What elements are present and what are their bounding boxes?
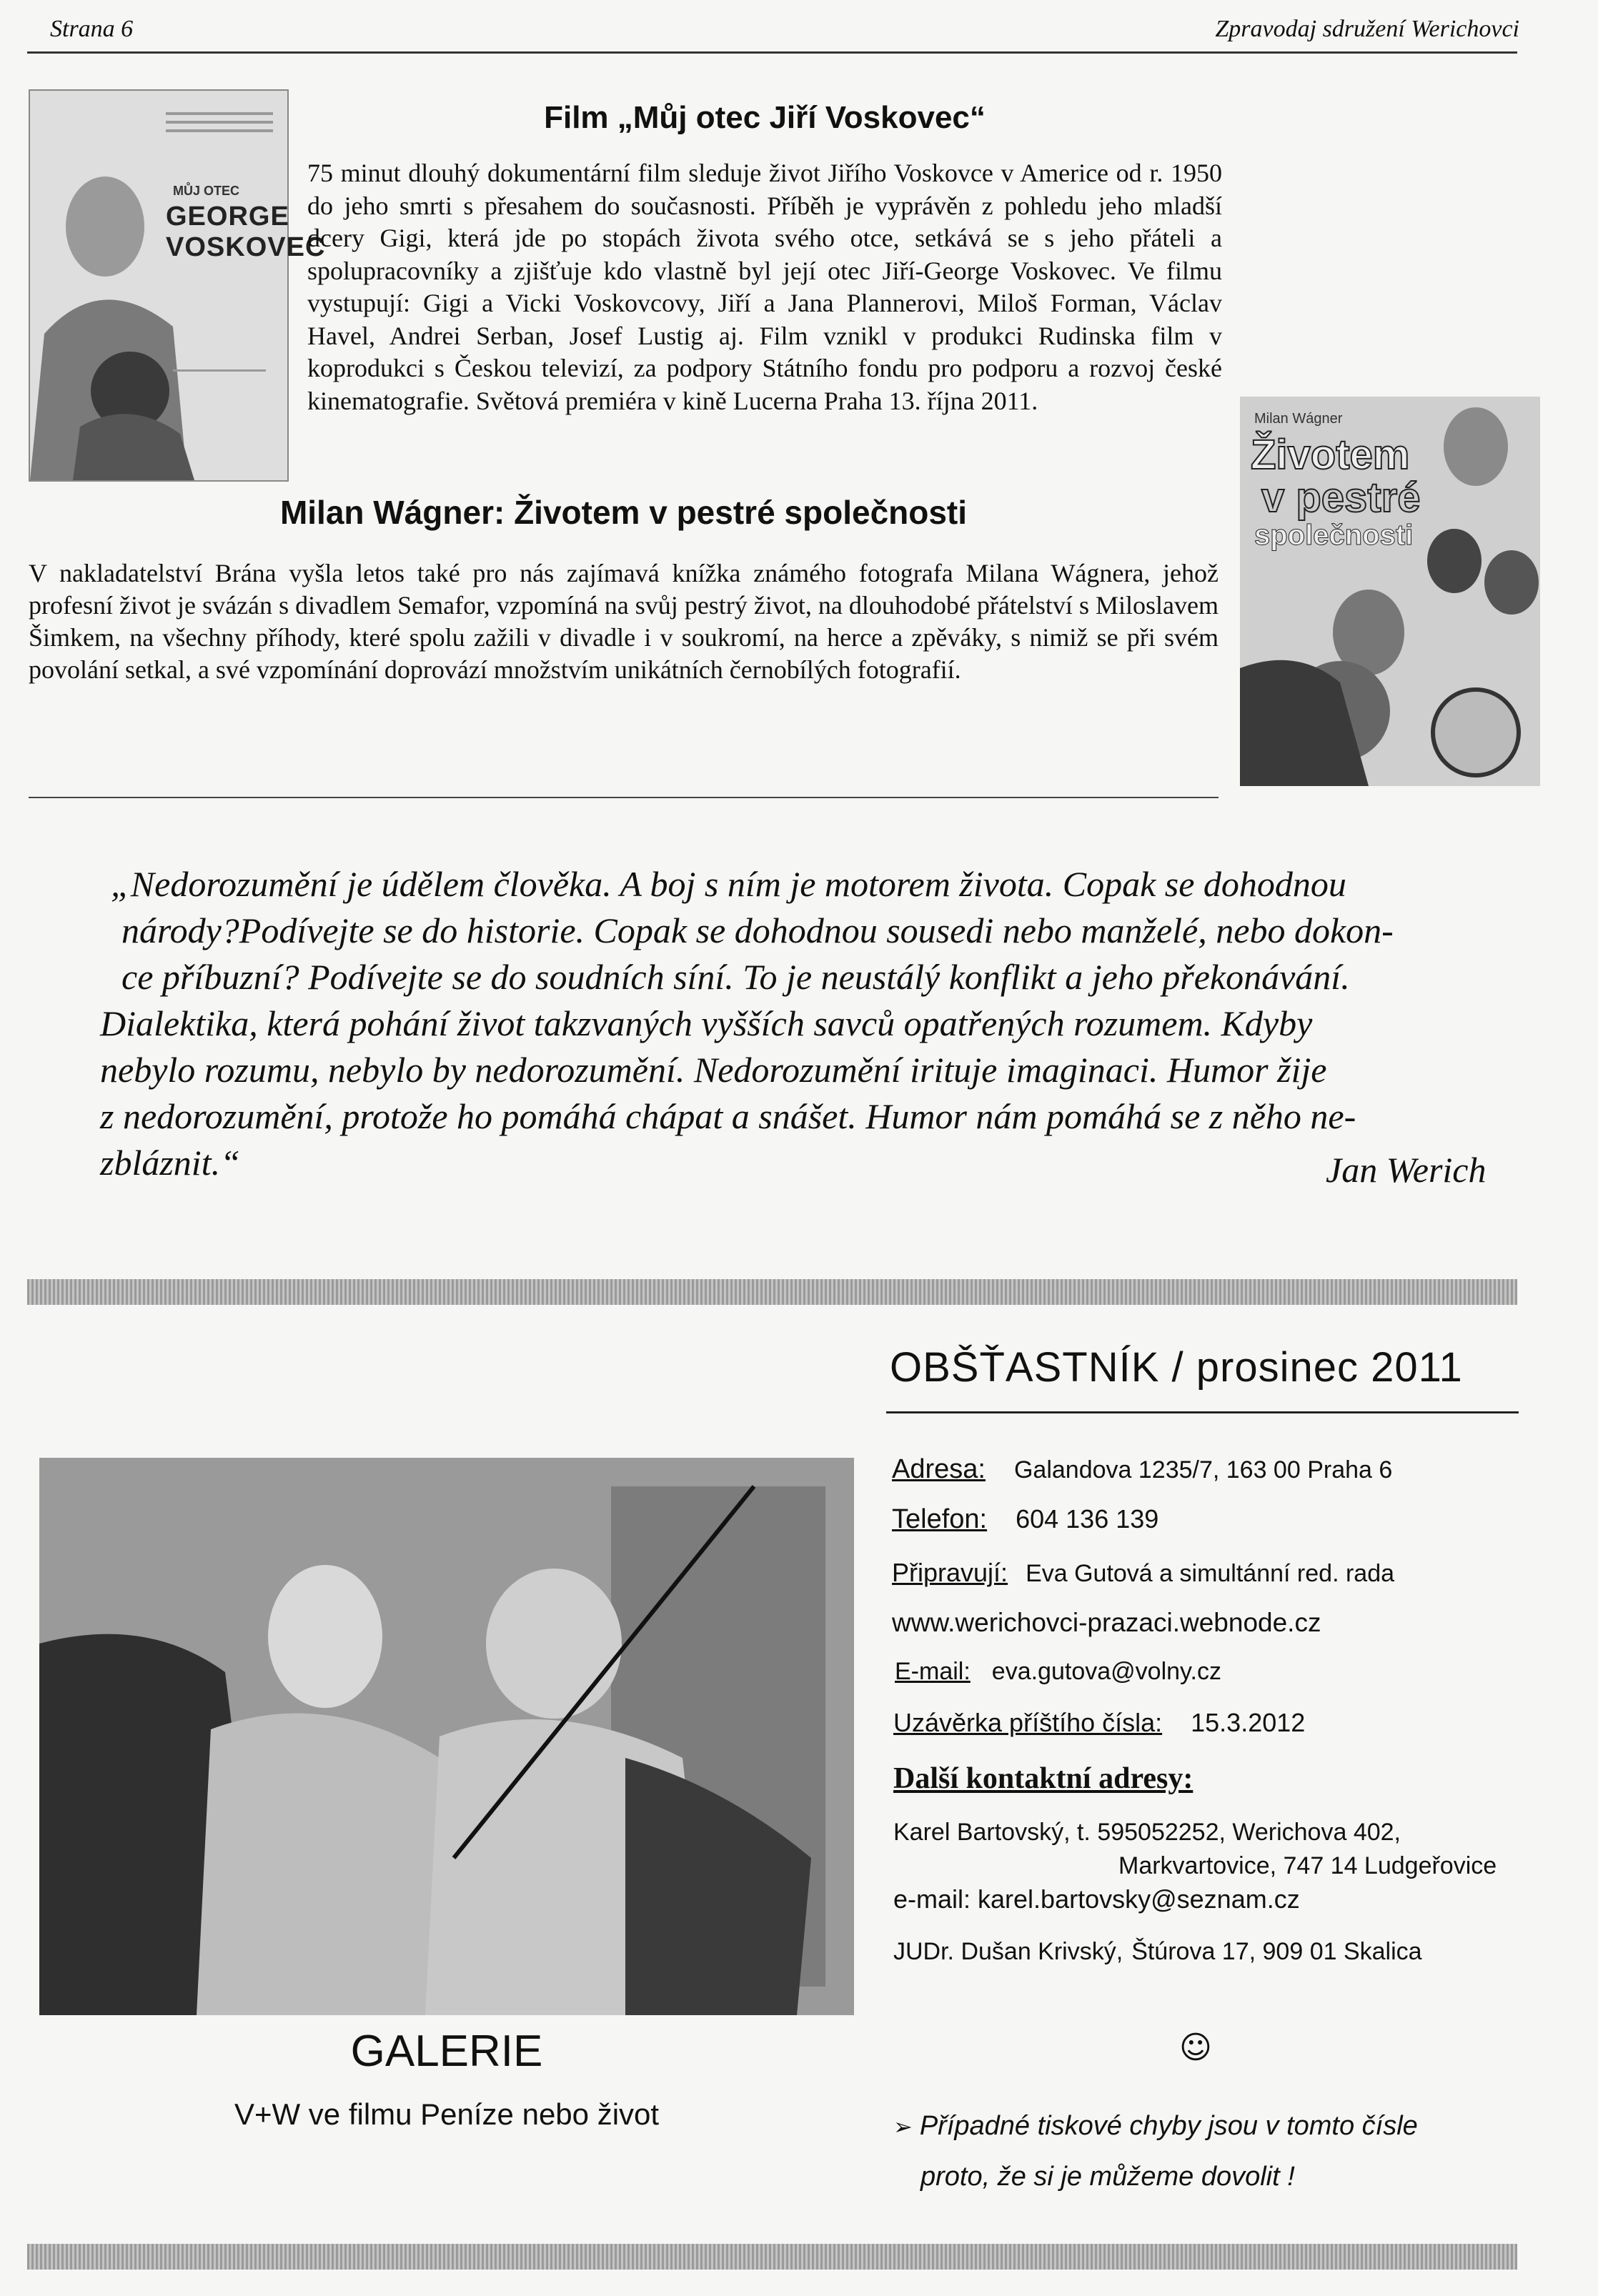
gray-band-bottom xyxy=(27,2244,1517,2270)
gray-band-top xyxy=(27,1279,1517,1305)
phone-label: Telefon: xyxy=(892,1504,988,1534)
editors-row xyxy=(892,1558,1394,1588)
deadline-value: 15.3.2012 xyxy=(1191,1708,1306,1737)
section-divider xyxy=(29,797,1219,798)
page-number: Strana 6 xyxy=(50,16,134,42)
film-poster-image xyxy=(29,89,326,482)
masthead-rule xyxy=(886,1411,1519,1413)
wagner-article-body: V nakladatelství Brána vyšla letos také pro nás zajímavá knížka známého fotografa Milana Wágnera, jehož profesní život je svázán s divadlem Semafor, vzpomíná na svůj pestrý život, na dlouhodobé přátelství s Miloslavem Šimkem, na všechny příhody, které spolu zažili v divadle i v soukromí, na herce a zpěváky, s nimiž se při svém povolání setkal, a své vzpomínání doprovází množstvím unikátních černobílých fotografií. xyxy=(29,559,1219,684)
book-title-line2: v pestré xyxy=(1261,474,1421,521)
email-label: E-mail: xyxy=(895,1658,971,1685)
book-title-line3: společnosti xyxy=(1254,520,1414,551)
poster-title-george: GEORGE xyxy=(166,202,289,232)
email-row xyxy=(895,1658,1221,1686)
phone-row xyxy=(892,1504,1158,1535)
book-cover-image xyxy=(1240,397,1540,786)
address-value: Galandova 1235/7, 163 00 Praha 6 xyxy=(1013,1456,1393,1484)
deadline-row xyxy=(893,1708,1305,1738)
quote-line: ce příbuzní? Podívejte se do soudních síní. To je neustálý konflikt a jeho překonávání. xyxy=(121,957,1350,997)
newsletter-name: Zpravodaj sdružení Werichovci xyxy=(1215,16,1519,42)
arrow-bullet-icon: ➢ xyxy=(893,2114,913,2140)
film-article-body: 75 minut dlouhý dokumentární film sleduje život Jiřího Voskovce v Americe od r. 1950 do jeho smrti s přesahem do současnosti. Příběh je vyprávěn z pohledu jeho mladší dcery Gigi, která jde po stopách života svého otce, setkává se s jeho přáteli a spolupracovníky a zjišťuje kdo vlastně byl její otec Jiří-George Voskovec. Ve filmu vystupují: Gigi a Vicki Voskovcovy, Jiří a Jana Plannerovi, Miloš Forman, Václav Havel, Andrei Serban, Josef Lustig aj. Film vznikl v produkci Rudinska film v koprodukci s Českou televizí, za podpory Státního fondu pro podporu a rozvoj české kinematografie. Světová premiéra v kině Lucerna Praha 13. října 2011. xyxy=(307,159,1222,415)
quote-line: národy?Podívejte se do historie. Copak se dohodnou sousedi nebo manželé, nebo dokon- xyxy=(121,910,1394,950)
contact1-line1: Karel Bartovský, t. 595052252, Werichova 402, xyxy=(893,1819,1401,1846)
typo-note xyxy=(893,2101,1522,2202)
quote-line: zbláznit.“ xyxy=(100,1143,240,1183)
contact2-name: JUDr. Dušan Krivský, xyxy=(893,1938,1123,1965)
quote-line: Dialektika, která pohání život takzvaných vyšších savců opatřených rozumem. Kdyby xyxy=(100,1003,1313,1043)
contact2-address: Štúrova 17, 909 01 Skalica xyxy=(1131,1938,1422,1965)
werich-quote xyxy=(100,861,1519,1190)
contact1-email[interactable]: e-mail: karel.bartovsky@seznam.cz xyxy=(893,1884,1300,1914)
editors-label: Připravují: xyxy=(892,1558,1008,1587)
contact2-row xyxy=(893,1938,1422,1966)
poster-title-voskovec: VOSKOVEC xyxy=(166,232,326,262)
other-contacts-heading: Další kontaktní adresy: xyxy=(893,1762,1193,1795)
quote-author: Jan Werich xyxy=(1326,1150,1487,1190)
gallery-caption: V+W ve filmu Peníze nebo život xyxy=(234,2097,660,2131)
deadline-label: Uzávěrka příštího čísla: xyxy=(893,1708,1163,1737)
quote-line: nebylo rozumu, nebylo by nedorozumění. Nedorozumění irituje imaginaci. Humor žije xyxy=(100,1050,1327,1090)
smiley-icon: ☺ xyxy=(1179,2029,1212,2066)
gallery-title: GALERIE xyxy=(350,2027,543,2076)
header-rule xyxy=(27,51,1517,54)
quote-line: z nedorozumění, protože ho pomáhá chápat a snášet. Humor nám pomáhá se z něho ne- xyxy=(100,1096,1356,1136)
book-author-label: Milan Wágner xyxy=(1254,411,1343,427)
typo-note-line2: proto, že si je můžeme dovolit ! xyxy=(920,2162,1295,2192)
film-article-title: Film „Můj otec Jiří Voskovec“ xyxy=(544,100,986,135)
phone-value: 604 136 139 xyxy=(1016,1504,1159,1534)
address-row xyxy=(892,1454,1392,1485)
quote-line: „Nedorozumění je údělem člověka. A boj s ním je motorem života. Copak se dohodnou xyxy=(111,864,1346,904)
wagner-article-title: Milan Wágner: Životem v pestré společnosti xyxy=(279,494,968,531)
contact1-line2: Markvartovice, 747 14 Ludgeřovice xyxy=(1118,1852,1497,1879)
poster-title-small: MŮJ OTEC xyxy=(173,184,240,198)
website-link[interactable]: www.werichovci-prazaci.webnode.cz xyxy=(892,1608,1321,1637)
address-label: Adresa: xyxy=(892,1454,986,1484)
typo-note-line1: Případné tiskové chyby jsou v tomto čísle xyxy=(919,2111,1418,2141)
book-title-line1: Životem xyxy=(1251,432,1410,478)
email-link[interactable]: eva.gutova@volny.cz xyxy=(991,1658,1221,1685)
gallery-photo xyxy=(39,1458,854,2015)
masthead-title: OBŠŤASTNÍK / prosinec 2011 xyxy=(890,1344,1463,1391)
editors-value: Eva Gutová a simultánní red. rada xyxy=(1026,1560,1395,1587)
